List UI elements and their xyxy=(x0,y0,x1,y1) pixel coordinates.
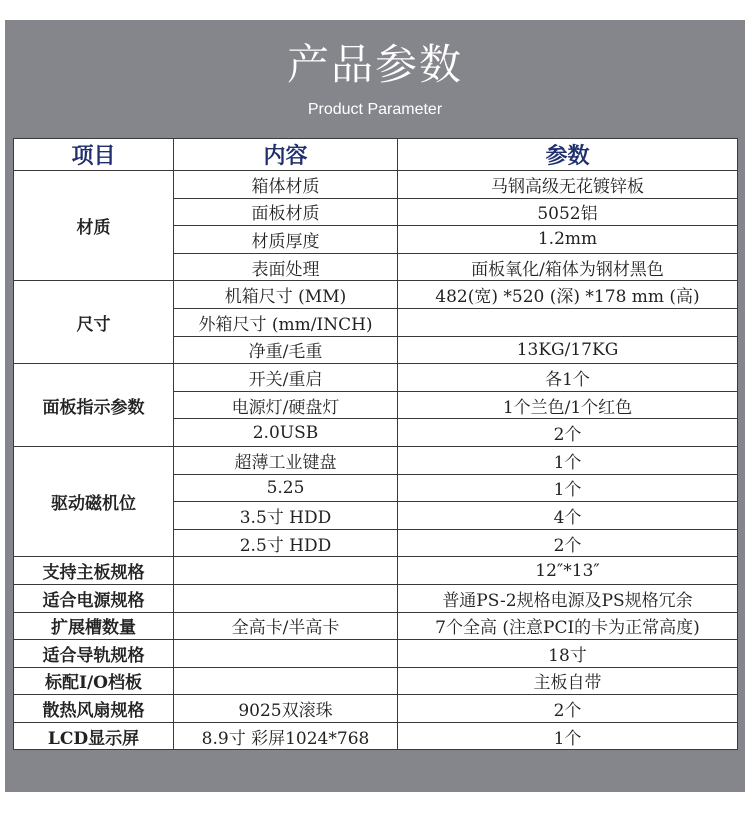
content-cell: 电源灯/硬盘灯 xyxy=(174,391,398,419)
param-cell: 2个 xyxy=(398,419,738,447)
category-cell: 面板指示参数 xyxy=(14,364,174,447)
param-cell: 13KG/17KG xyxy=(398,336,738,364)
table-row xyxy=(14,722,738,750)
param-cell: 2个 xyxy=(398,529,738,557)
page-subtitle: Product Parameter xyxy=(307,101,443,118)
table-row xyxy=(14,171,738,199)
category-cell: LCD显示屏 xyxy=(14,722,174,750)
table-row xyxy=(14,640,738,668)
content-cell: 9025双滚珠 xyxy=(174,695,398,723)
category-cell: 尺寸 xyxy=(14,281,174,364)
content-cell: 2.0USB xyxy=(174,419,398,447)
param-cell: 2个 xyxy=(398,695,738,723)
content-cell: 2.5寸 HDD xyxy=(174,529,398,557)
page-title: 产品参数 xyxy=(286,40,463,89)
category-cell: 适合导轨规格 xyxy=(14,640,174,668)
content-cell: 材质厚度 xyxy=(174,226,398,254)
content-cell xyxy=(174,584,398,612)
param-cell: 面板氧化/箱体为钢材黑色 xyxy=(398,253,738,281)
param-cell xyxy=(398,308,738,336)
param-cell: 4个 xyxy=(398,502,738,530)
table-row xyxy=(14,281,738,309)
table-row xyxy=(14,584,738,612)
param-cell: 12″*13″ xyxy=(398,557,738,585)
spec-table-body xyxy=(14,171,738,750)
param-cell: 5052铝 xyxy=(398,198,738,226)
content-cell: 3.5寸 HDD xyxy=(174,502,398,530)
param-cell: 普通PS-2规格电源及PS规格冗余 xyxy=(398,584,738,612)
content-cell xyxy=(174,640,398,668)
category-cell: 驱动磁机位 xyxy=(14,446,174,556)
table-row xyxy=(14,695,738,723)
content-cell: 净重/毛重 xyxy=(174,336,398,364)
content-cell: 表面处理 xyxy=(174,253,398,281)
content-cell: 面板材质 xyxy=(174,198,398,226)
table-row xyxy=(14,612,738,640)
content-cell: 5.25 xyxy=(174,474,398,502)
content-cell: 8.9寸 彩屏1024*768 xyxy=(174,722,398,750)
category-cell: 材质 xyxy=(14,171,174,281)
table-row xyxy=(14,446,738,474)
param-cell: 7个全高 (注意PCI的卡为正常高度) xyxy=(398,612,738,640)
param-cell: 1个兰色/1个红色 xyxy=(398,391,738,419)
content-cell xyxy=(174,667,398,695)
category-cell: 标配I/O档板 xyxy=(14,667,174,695)
content-cell: 机箱尺寸 (MM) xyxy=(174,281,398,309)
content-cell: 箱体材质 xyxy=(174,171,398,199)
table-header-row xyxy=(14,139,738,171)
column-header-item: 项目 xyxy=(14,139,174,171)
category-cell: 支持主板规格 xyxy=(14,557,174,585)
column-header-param: 参数 xyxy=(398,139,738,171)
spec-table xyxy=(13,138,738,750)
table-row xyxy=(14,667,738,695)
table-row xyxy=(14,364,738,392)
category-cell: 散热风扇规格 xyxy=(14,695,174,723)
param-cell: 1个 xyxy=(398,474,738,502)
content-cell: 全高卡/半高卡 xyxy=(174,612,398,640)
param-cell: 1个 xyxy=(398,722,738,750)
param-cell: 1.2mm xyxy=(398,226,738,254)
param-cell: 马钢高级无花镀锌板 xyxy=(398,171,738,199)
content-cell: 开关/重启 xyxy=(174,364,398,392)
spec-panel xyxy=(5,20,745,792)
content-cell: 超薄工业键盘 xyxy=(174,446,398,474)
category-cell: 适合电源规格 xyxy=(14,584,174,612)
category-cell: 扩展槽数量 xyxy=(14,612,174,640)
content-cell: 外箱尺寸 (mm/INCH) xyxy=(174,308,398,336)
column-header-content: 内容 xyxy=(174,139,398,171)
param-cell: 1个 xyxy=(398,446,738,474)
param-cell: 主板自带 xyxy=(398,667,738,695)
param-cell: 482(宽) *520 (深) *178 mm (高) xyxy=(398,281,738,309)
param-cell: 18寸 xyxy=(398,640,738,668)
content-cell xyxy=(174,557,398,585)
param-cell: 各1个 xyxy=(398,364,738,392)
table-row xyxy=(14,557,738,585)
